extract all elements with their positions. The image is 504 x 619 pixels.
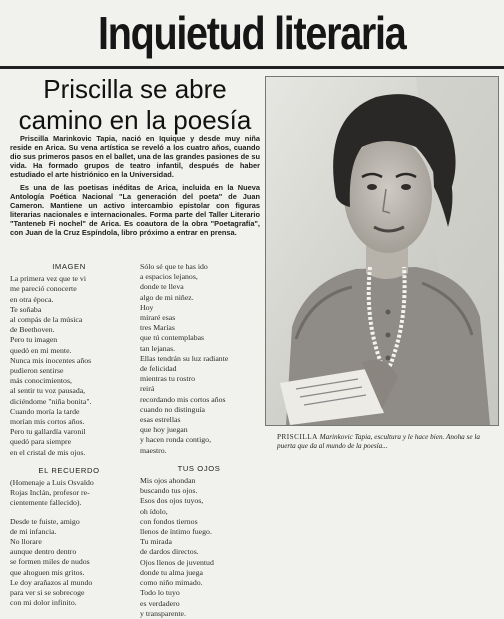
poem-line: tres Marías bbox=[140, 323, 175, 333]
poem-line: Mis ojos ahondan bbox=[140, 476, 196, 486]
poem-line: tan lejanas. bbox=[140, 343, 176, 353]
poem-spacer bbox=[10, 458, 128, 466]
poem-line: Nunca mis inocentes años bbox=[10, 355, 92, 365]
poem-line: que ahoguen mis gritos. bbox=[10, 567, 85, 577]
photo-caption bbox=[277, 433, 492, 451]
poem-line: Le doy arañazos al mundo bbox=[10, 577, 93, 587]
poem-spacer bbox=[10, 509, 128, 517]
poem-line: es verdadero bbox=[140, 598, 180, 608]
poem-line: Rojas Inclán, profesor re- bbox=[10, 488, 90, 498]
poem-line: Hoy bbox=[140, 302, 154, 312]
headline-block bbox=[10, 70, 260, 136]
poem-line: de dardos directos. bbox=[140, 547, 199, 557]
poem-spacer bbox=[140, 456, 258, 464]
poem-line: Ojos llenos de juventud bbox=[140, 557, 214, 567]
poem-title: EL RECUERDO bbox=[38, 465, 100, 475]
poem-line: y hacen ronda contigo, bbox=[140, 435, 212, 445]
portrait-illustration bbox=[266, 77, 498, 425]
poem-line: No llorare bbox=[10, 537, 42, 547]
headline-line-2: camino en la poesía bbox=[18, 105, 252, 135]
poem-line: cuando no distinguía bbox=[140, 404, 205, 414]
poem-line: en otra época. bbox=[10, 294, 54, 304]
poem-line: pudieron sentirse bbox=[10, 366, 64, 376]
poem-line: aunque dentro dentro bbox=[10, 547, 77, 557]
poem-line: me pareció conocerte bbox=[10, 284, 77, 294]
poems-section bbox=[10, 262, 268, 618]
poem-line: La primera vez que te vi bbox=[10, 274, 86, 284]
poem-line: (Homenaje a Luis Osvaldo bbox=[10, 478, 94, 488]
poem-line: Esos dos ojos tuyos, bbox=[140, 496, 204, 506]
poem-line: miraré esas bbox=[140, 313, 176, 323]
headline-line-1: Priscilla se abre bbox=[43, 74, 227, 104]
poem-line: oh ídolo, bbox=[140, 506, 168, 516]
poem-line: a espacios lejanos, bbox=[140, 272, 198, 282]
poem-line: que hoy juegan bbox=[140, 425, 188, 435]
poem-line: Todo lo tuyo bbox=[140, 588, 180, 598]
poem-line: Tu mirada bbox=[140, 537, 172, 547]
poem-line: donde te lleva bbox=[140, 282, 184, 292]
poem-column-left bbox=[10, 262, 128, 609]
portrait-photo bbox=[265, 76, 499, 426]
caption-text: Marinkovic Tapia, escultura y le hace bien. Anoha se la puerta que da al mundo de la poesía... bbox=[277, 433, 480, 450]
poem-line: y transparente. bbox=[140, 608, 186, 618]
poem-line: para ver si se sobrecoge bbox=[10, 588, 85, 598]
poem-line: reirá bbox=[140, 384, 155, 394]
poem-line: mientras tu rostro bbox=[140, 374, 196, 384]
poem-line: de felicidad bbox=[140, 364, 177, 374]
intro-paragraph-1: Priscilla Marinkovic Tapia, nació en Iquique y desde muy niña reside en Arica. Su vena artística se reveló a los cuatro años, cuando dio sus primeros pasos en el ballet, una de las grandes pasiones de su vida. Ha formado grupos de teatro infantil, después de haber estudiado el arte histriónico en la Universidad. bbox=[10, 134, 260, 179]
intro-paragraph-2: Es una de las poetisas inéditas de Arica, incluida en la Nueva Antología Poética Nacional "La generación del poeta" de Juan Cameron. Mantiene un activo intercambio epistolar con figuras literarias nacionales e internacionales. Forma parte del Taller Literario "Tanteneb Fi nochel" de Arica. Es coautora de la obra "Poetagrafía", con Juan de la Cruz Espíndola, libro próximo a entrar en prensa. bbox=[10, 183, 260, 237]
section-masthead bbox=[0, 0, 504, 69]
poem-title: TUS OJOS bbox=[177, 463, 221, 473]
poem-line: algo de mi niñez. bbox=[140, 292, 194, 302]
poem-line: con fondos tiernos bbox=[140, 516, 198, 526]
poem-line: con mi dolor infinito. bbox=[10, 598, 77, 608]
poem-line: Pero tu gallardía varonil bbox=[10, 427, 86, 437]
poem-line: más conocimientos, bbox=[10, 376, 72, 386]
poem-line: quedó para siempre bbox=[10, 437, 72, 447]
caption-name: PRISCILLA bbox=[277, 433, 318, 441]
article-intro bbox=[10, 134, 260, 241]
poem-line: Desde te fuiste, amigo bbox=[10, 516, 80, 526]
poem-line: Sólo sé que te has ido bbox=[140, 262, 208, 271]
poem-line: cientemente fallecido). bbox=[10, 498, 82, 508]
poem-line: esas estrellas bbox=[140, 415, 181, 425]
poem-title: IMAGEN bbox=[52, 262, 86, 271]
poem-line: Cuando moría la tarde bbox=[10, 406, 80, 416]
poem-line: recordando mis cortos años bbox=[140, 394, 226, 404]
poem-line: al sentir tu voz pausada, bbox=[10, 386, 86, 396]
poem-line: se formen miles de nudos bbox=[10, 557, 90, 567]
poem-line: Pero tu imagen bbox=[10, 335, 58, 345]
poem-line: de mi infancia. bbox=[10, 526, 57, 536]
poem-line: que tú contemplabas bbox=[140, 333, 205, 343]
poem-line: al compás de la música bbox=[10, 315, 83, 325]
poem-line: buscando tus ojos. bbox=[140, 486, 198, 496]
poem-line: en el cristal de mis ojos. bbox=[10, 447, 86, 457]
poem-line: Ellas tendrán su luz radiante bbox=[140, 353, 229, 363]
poem-line: diciéndome "niña bonita". bbox=[10, 396, 92, 406]
section-title: Inquietud literaria bbox=[98, 7, 406, 59]
poem-line: como niño mimado. bbox=[140, 578, 203, 588]
poem-line: donde tu alma juega bbox=[140, 567, 204, 577]
poem-column-right bbox=[140, 262, 258, 619]
poem-line: de Beethoven. bbox=[10, 325, 55, 335]
article-headline bbox=[10, 70, 260, 136]
poem-line: morían mis cortos años. bbox=[10, 417, 85, 427]
poem-line: Te soñaba bbox=[10, 304, 42, 314]
poem-line: quedó en mi mente. bbox=[10, 345, 72, 355]
poem-line: maestro. bbox=[140, 445, 167, 455]
poem-line: llenos de íntimo fuego. bbox=[140, 527, 212, 537]
